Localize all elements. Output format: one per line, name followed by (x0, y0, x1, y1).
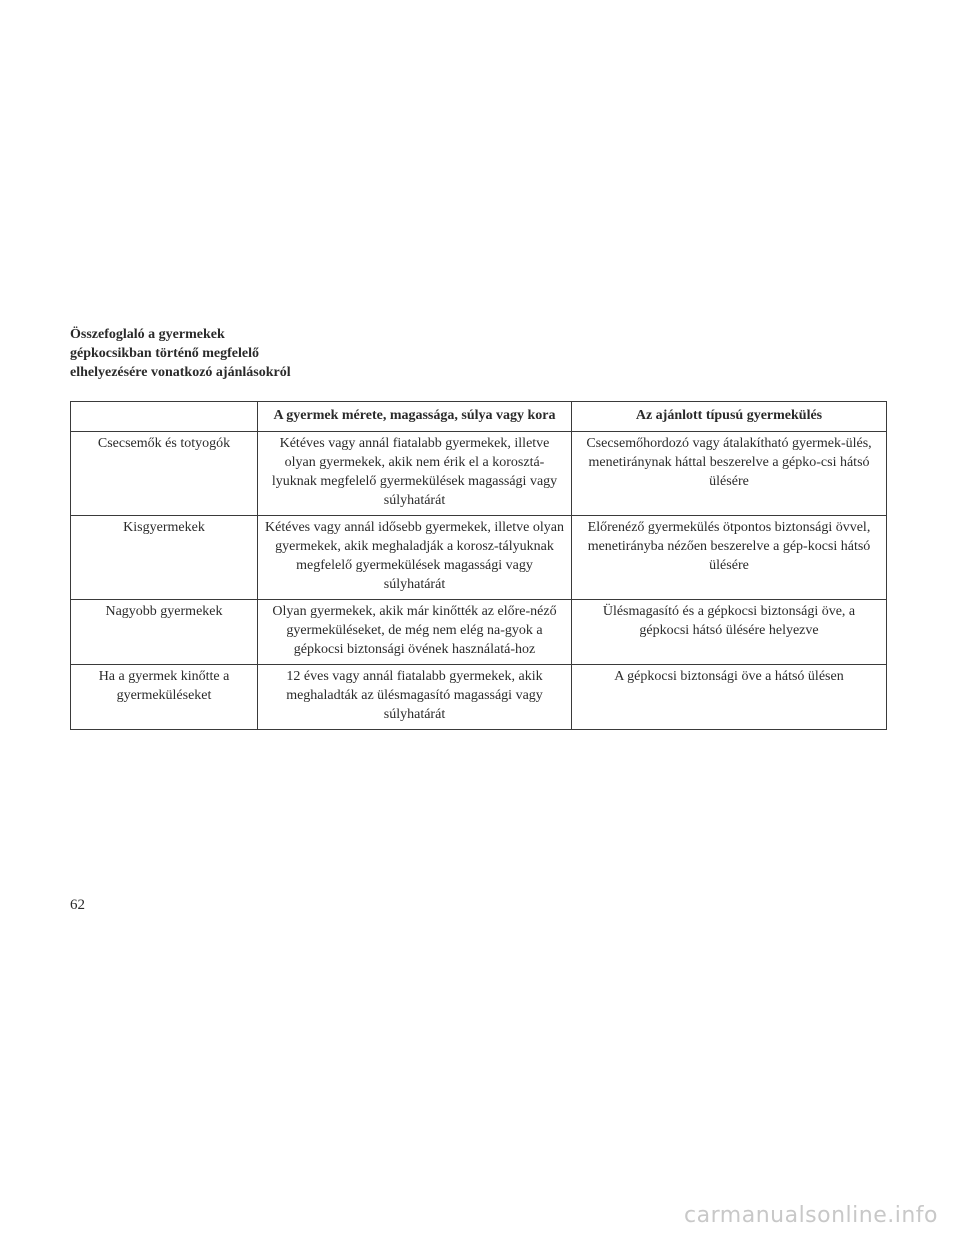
section-title-line: Összefoglaló a gyermekek (70, 327, 225, 342)
row-recommendation: A gépkocsi biztonsági öve a hátsó ülésen (572, 665, 887, 730)
row-category: Ha a gyermek kinőtte a gyermeküléseket (71, 665, 258, 730)
row-description: Kétéves vagy annál fiatalabb gyermekek, illetve olyan gyermekek, akik nem érik el a korosztá-lyuknak megfelelő gyermekülések magassági vagy súlyhatárát (258, 432, 572, 516)
header-size-age: A gyermek mérete, magassága, súlya vagy kora (258, 402, 572, 432)
header-recommended-seat: Az ajánlott típusú gyermekülés (572, 402, 887, 432)
row-category: Kisgyermekek (71, 516, 258, 600)
section-title (70, 325, 390, 382)
section-title-line: elhelyezésére vonatkozó ajánlásokról (70, 365, 291, 380)
table-header-row (71, 402, 887, 432)
watermark-text: carmanualsonline.info (684, 1203, 938, 1228)
row-category: Csecsemők és totyogók (71, 432, 258, 516)
row-recommendation: Előrenéző gyermekülés ötpontos biztonsági övvel, menetirányba nézően beszerelve a gép-kocsi hátsó ülésére (572, 516, 887, 600)
table-row (71, 432, 887, 516)
row-recommendation: Csecsemőhordozó vagy átalakítható gyermek-ülés, menetiránynak háttal beszerelve a gépko-csi hátsó ülésére (572, 432, 887, 516)
recommendation-table (70, 401, 887, 730)
header-category (71, 402, 258, 432)
row-category: Nagyobb gyermekek (71, 600, 258, 665)
table-row (71, 600, 887, 665)
row-description: 12 éves vagy annál fiatalabb gyermekek, akik meghaladták az ülésmagasító magassági vagy súlyhatárát (258, 665, 572, 730)
row-recommendation: Ülésmagasító és a gépkocsi biztonsági öve, a gépkocsi hátsó ülésére helyezve (572, 600, 887, 665)
table-row (71, 516, 887, 600)
row-description: Olyan gyermekek, akik már kinőtték az előre-néző gyermeküléseket, de még nem elég na-gyok a gépkocsi biztonsági övének használatá-hoz (258, 600, 572, 665)
table-row (71, 665, 887, 730)
row-description: Kétéves vagy annál idősebb gyermekek, illetve olyan gyermekek, akik meghaladják a korosz-tályuknak megfelelő gyermekülések magassági vagy súlyhatárát (258, 516, 572, 600)
page-number: 62 (70, 897, 85, 913)
section-title-line: gépkocsikban történő megfelelő (70, 346, 259, 361)
